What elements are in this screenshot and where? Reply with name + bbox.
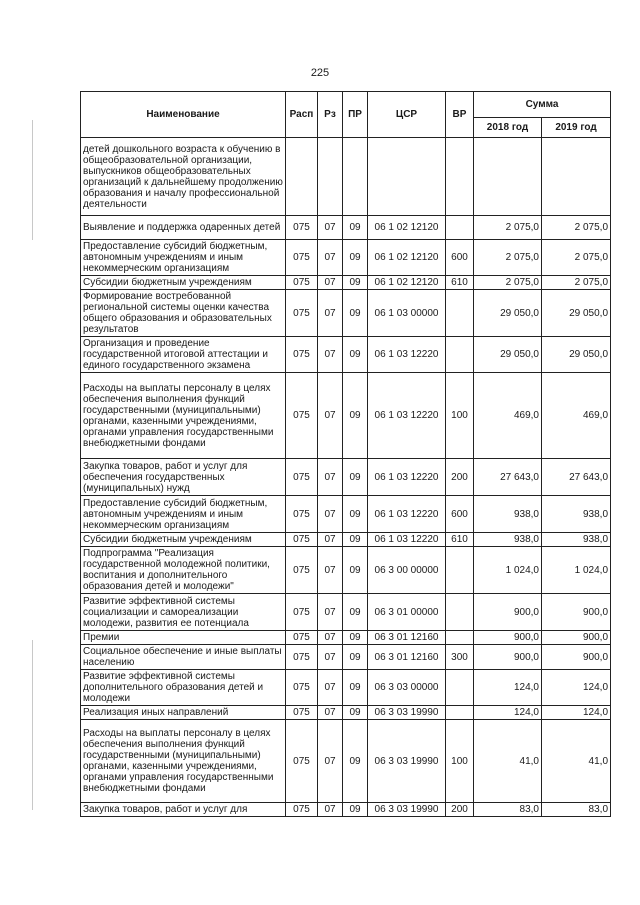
row-rz: 07 bbox=[318, 547, 343, 594]
row-name: Расходы на выплаты персоналу в целях обеспечения выполнения функций государственными (муниципальными) органами, казенными учреждениями, органами управления государственными внебюджетными фондами bbox=[81, 720, 286, 803]
row-csr: 06 3 03 00000 bbox=[368, 670, 446, 706]
row-sum-2018: 900,0 bbox=[474, 631, 542, 645]
row-name: Организация и проведение государственной итоговой аттестации и единого государственного экзамена bbox=[81, 337, 286, 373]
row-name: Подпрограмма "Реализация государственной молодежной политики, воспитания и дополнительного образования детей и молодежи" bbox=[81, 547, 286, 594]
row-vr bbox=[446, 594, 474, 631]
row-vr bbox=[446, 547, 474, 594]
row-rasp: 075 bbox=[286, 645, 318, 670]
row-name: Выявление и поддержка одаренных детей bbox=[81, 216, 286, 240]
row-sum-2019 bbox=[542, 138, 611, 216]
row-sum-2019: 124,0 bbox=[542, 670, 611, 706]
row-csr: 06 3 03 19990 bbox=[368, 706, 446, 720]
row-name: детей дошкольного возраста к обучению в общеобразовательной организации, выпускников общеобразовательных организаций к дальнейшему продолжению образования и началу профессиональной деятельности bbox=[81, 138, 286, 216]
row-pr: 09 bbox=[343, 547, 368, 594]
row-sum-2019: 29 050,0 bbox=[542, 290, 611, 337]
row-sum-2019: 41,0 bbox=[542, 720, 611, 803]
table-row bbox=[81, 706, 611, 720]
row-sum-2018: 1 024,0 bbox=[474, 547, 542, 594]
row-rasp: 075 bbox=[286, 547, 318, 594]
row-name: Премии bbox=[81, 631, 286, 645]
row-rz: 07 bbox=[318, 533, 343, 547]
row-name: Субсидии бюджетным учреждениям bbox=[81, 276, 286, 290]
row-csr: 06 1 03 12220 bbox=[368, 337, 446, 373]
header-vr: ВР bbox=[446, 92, 474, 138]
row-name: Закупка товаров, работ и услуг для обеспечения государственных (муниципальных) нужд bbox=[81, 459, 286, 496]
row-csr: 06 1 02 12120 bbox=[368, 276, 446, 290]
row-pr: 09 bbox=[343, 216, 368, 240]
row-sum-2018 bbox=[474, 138, 542, 216]
row-sum-2018: 938,0 bbox=[474, 496, 542, 533]
row-vr: 200 bbox=[446, 803, 474, 817]
row-csr: 06 3 03 19990 bbox=[368, 720, 446, 803]
row-pr: 09 bbox=[343, 670, 368, 706]
row-sum-2018: 469,0 bbox=[474, 373, 542, 459]
row-rasp: 075 bbox=[286, 533, 318, 547]
row-sum-2018: 2 075,0 bbox=[474, 276, 542, 290]
row-sum-2018: 2 075,0 bbox=[474, 240, 542, 276]
table-row bbox=[81, 533, 611, 547]
row-csr: 06 1 03 12220 bbox=[368, 533, 446, 547]
table-row bbox=[81, 496, 611, 533]
row-rasp: 075 bbox=[286, 216, 318, 240]
table-row bbox=[81, 138, 611, 216]
row-rasp: 075 bbox=[286, 803, 318, 817]
row-vr: 600 bbox=[446, 496, 474, 533]
row-sum-2019: 900,0 bbox=[542, 631, 611, 645]
table-header bbox=[81, 92, 611, 138]
row-pr: 09 bbox=[343, 276, 368, 290]
scan-mark bbox=[32, 640, 33, 810]
row-rz: 07 bbox=[318, 290, 343, 337]
header-rz: Рз bbox=[318, 92, 343, 138]
row-name: Развитие эффективной системы дополнительного образования детей и молодежи bbox=[81, 670, 286, 706]
row-rz: 07 bbox=[318, 216, 343, 240]
table-row bbox=[81, 547, 611, 594]
row-rz: 07 bbox=[318, 240, 343, 276]
row-rasp: 075 bbox=[286, 594, 318, 631]
row-rasp: 075 bbox=[286, 631, 318, 645]
row-csr: 06 3 01 12160 bbox=[368, 645, 446, 670]
row-name: Закупка товаров, работ и услуг для bbox=[81, 803, 286, 817]
row-vr: 100 bbox=[446, 720, 474, 803]
row-sum-2019: 124,0 bbox=[542, 706, 611, 720]
row-rasp bbox=[286, 138, 318, 216]
row-rz: 07 bbox=[318, 706, 343, 720]
row-rasp: 075 bbox=[286, 290, 318, 337]
header-sum: Сумма bbox=[474, 92, 611, 118]
table-row bbox=[81, 276, 611, 290]
row-sum-2018: 938,0 bbox=[474, 533, 542, 547]
row-sum-2019: 2 075,0 bbox=[542, 240, 611, 276]
row-vr: 300 bbox=[446, 645, 474, 670]
row-sum-2019: 27 643,0 bbox=[542, 459, 611, 496]
row-pr: 09 bbox=[343, 373, 368, 459]
row-sum-2018: 124,0 bbox=[474, 670, 542, 706]
row-vr bbox=[446, 290, 474, 337]
row-vr: 200 bbox=[446, 459, 474, 496]
row-name: Развитие эффективной системы социализации и самореализации молодежи, развития ее потенциала bbox=[81, 594, 286, 631]
row-sum-2019: 83,0 bbox=[542, 803, 611, 817]
table-row bbox=[81, 631, 611, 645]
row-name: Предоставление субсидий бюджетным, автономным учреждениям и иным некоммерческим организациям bbox=[81, 496, 286, 533]
table-row bbox=[81, 373, 611, 459]
header-csr: ЦСР bbox=[368, 92, 446, 138]
row-vr bbox=[446, 216, 474, 240]
row-vr: 610 bbox=[446, 276, 474, 290]
header-name: Наименование bbox=[81, 92, 286, 138]
table-row bbox=[81, 594, 611, 631]
row-name: Формирование востребованной региональной системы оценки качества общего образования и образовательных результатов bbox=[81, 290, 286, 337]
row-rz: 07 bbox=[318, 276, 343, 290]
row-vr bbox=[446, 706, 474, 720]
row-sum-2018: 41,0 bbox=[474, 720, 542, 803]
row-csr: 06 1 02 12120 bbox=[368, 216, 446, 240]
row-sum-2019: 900,0 bbox=[542, 594, 611, 631]
row-rasp: 075 bbox=[286, 720, 318, 803]
row-sum-2019: 2 075,0 bbox=[542, 216, 611, 240]
row-rz: 07 bbox=[318, 594, 343, 631]
budget-table bbox=[80, 91, 611, 817]
row-pr bbox=[343, 138, 368, 216]
row-rasp: 075 bbox=[286, 670, 318, 706]
row-vr bbox=[446, 138, 474, 216]
row-rz: 07 bbox=[318, 803, 343, 817]
header-2019: 2019 год bbox=[542, 118, 611, 138]
row-sum-2019: 2 075,0 bbox=[542, 276, 611, 290]
row-rasp: 075 bbox=[286, 276, 318, 290]
row-sum-2018: 2 075,0 bbox=[474, 216, 542, 240]
row-sum-2018: 124,0 bbox=[474, 706, 542, 720]
row-rasp: 075 bbox=[286, 337, 318, 373]
row-pr: 09 bbox=[343, 459, 368, 496]
row-sum-2019: 1 024,0 bbox=[542, 547, 611, 594]
row-name: Социальное обеспечение и иные выплаты населению bbox=[81, 645, 286, 670]
row-rz: 07 bbox=[318, 496, 343, 533]
row-pr: 09 bbox=[343, 803, 368, 817]
row-pr: 09 bbox=[343, 720, 368, 803]
table-row bbox=[81, 216, 611, 240]
row-pr: 09 bbox=[343, 337, 368, 373]
row-rasp: 075 bbox=[286, 459, 318, 496]
row-rasp: 075 bbox=[286, 373, 318, 459]
row-name: Расходы на выплаты персоналу в целях обеспечения выполнения функций государственными (муниципальными) органами, казенными учреждениями, органами управления государственными внебюджетными фондами bbox=[81, 373, 286, 459]
row-sum-2018: 29 050,0 bbox=[474, 290, 542, 337]
row-pr: 09 bbox=[343, 594, 368, 631]
row-name: Предоставление субсидий бюджетным, автономным учреждениям и иным некоммерческим организациям bbox=[81, 240, 286, 276]
row-pr: 09 bbox=[343, 496, 368, 533]
row-name: Реализация иных направлений bbox=[81, 706, 286, 720]
row-rz: 07 bbox=[318, 373, 343, 459]
row-csr: 06 1 03 12220 bbox=[368, 373, 446, 459]
row-rz: 07 bbox=[318, 337, 343, 373]
table-row bbox=[81, 803, 611, 817]
row-rz bbox=[318, 138, 343, 216]
row-csr: 06 1 03 12220 bbox=[368, 496, 446, 533]
row-rz: 07 bbox=[318, 645, 343, 670]
row-sum-2018: 900,0 bbox=[474, 645, 542, 670]
table-row bbox=[81, 459, 611, 496]
page-number: 225 bbox=[310, 67, 330, 79]
row-csr bbox=[368, 138, 446, 216]
table-row bbox=[81, 240, 611, 276]
row-sum-2019: 938,0 bbox=[542, 533, 611, 547]
row-rz: 07 bbox=[318, 670, 343, 706]
header-2018: 2018 год bbox=[474, 118, 542, 138]
row-rz: 07 bbox=[318, 631, 343, 645]
row-sum-2019: 29 050,0 bbox=[542, 337, 611, 373]
table-row bbox=[81, 645, 611, 670]
table-row bbox=[81, 720, 611, 803]
header-pr: ПР bbox=[343, 92, 368, 138]
row-csr: 06 3 01 00000 bbox=[368, 594, 446, 631]
row-vr: 100 bbox=[446, 373, 474, 459]
row-csr: 06 3 01 12160 bbox=[368, 631, 446, 645]
row-sum-2018: 29 050,0 bbox=[474, 337, 542, 373]
row-pr: 09 bbox=[343, 645, 368, 670]
row-sum-2018: 27 643,0 bbox=[474, 459, 542, 496]
row-csr: 06 3 00 00000 bbox=[368, 547, 446, 594]
row-sum-2019: 938,0 bbox=[542, 496, 611, 533]
row-pr: 09 bbox=[343, 706, 368, 720]
row-csr: 06 1 03 12220 bbox=[368, 459, 446, 496]
row-vr: 600 bbox=[446, 240, 474, 276]
scan-mark bbox=[32, 120, 33, 240]
row-vr bbox=[446, 670, 474, 706]
row-pr: 09 bbox=[343, 240, 368, 276]
row-csr: 06 1 02 12120 bbox=[368, 240, 446, 276]
row-rasp: 075 bbox=[286, 496, 318, 533]
row-pr: 09 bbox=[343, 631, 368, 645]
table-body bbox=[81, 138, 611, 817]
row-sum-2018: 900,0 bbox=[474, 594, 542, 631]
header-rasp: Расп bbox=[286, 92, 318, 138]
row-csr: 06 3 03 19990 bbox=[368, 803, 446, 817]
row-vr bbox=[446, 337, 474, 373]
row-rz: 07 bbox=[318, 459, 343, 496]
table-row bbox=[81, 670, 611, 706]
table-row bbox=[81, 290, 611, 337]
row-name: Субсидии бюджетным учреждениям bbox=[81, 533, 286, 547]
row-sum-2019: 900,0 bbox=[542, 645, 611, 670]
row-rasp: 075 bbox=[286, 240, 318, 276]
row-csr: 06 1 03 00000 bbox=[368, 290, 446, 337]
row-vr: 610 bbox=[446, 533, 474, 547]
row-rasp: 075 bbox=[286, 706, 318, 720]
row-pr: 09 bbox=[343, 290, 368, 337]
row-vr bbox=[446, 631, 474, 645]
table-row bbox=[81, 337, 611, 373]
row-pr: 09 bbox=[343, 533, 368, 547]
row-sum-2019: 469,0 bbox=[542, 373, 611, 459]
row-sum-2018: 83,0 bbox=[474, 803, 542, 817]
row-rz: 07 bbox=[318, 720, 343, 803]
